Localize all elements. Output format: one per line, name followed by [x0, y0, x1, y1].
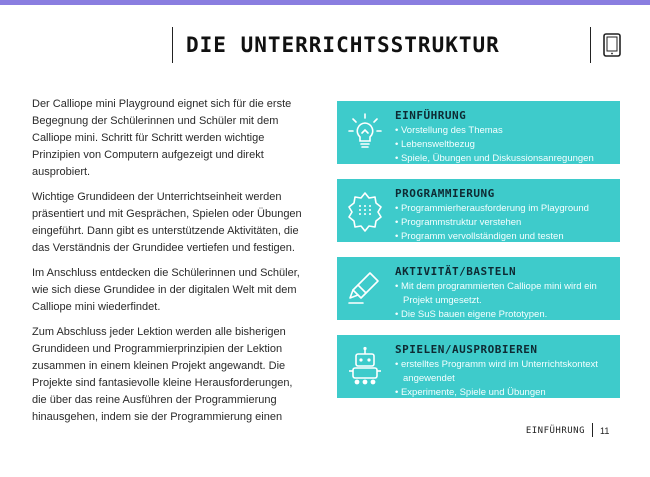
paragraph: Wichtige Grundideen der Unterrichtseinheit werden präsentiert und mit Gesprächen, Spielen oder Übungen eingeführt. Dann gibt es unterstützende Aktivitäten, die das Verständnis der Grundidee vertiefen und festigen. — [32, 191, 302, 254]
card-aktivitaet-basteln — [337, 257, 620, 320]
list-item: • Programm vervollständigen und testen — [395, 230, 615, 244]
chip-icon — [345, 189, 385, 231]
paragraph: Der Calliope mini Playground eignet sich für die erste Begegnung der Schülerinnen und Schüler mit dem Calliope mini. Schritt für Schritt werden wichtige Prinzipien von Computern aufgezeigt und direkt ausprobiert. — [32, 98, 292, 178]
list-item: • Lebensweltbezug — [395, 138, 615, 152]
tablet-icon — [603, 33, 621, 57]
list-item: • Programmierherausforderung im Playground — [395, 202, 615, 216]
list-item: • Vorstellung des Themas — [395, 124, 615, 138]
list-item: • Programmstruktur verstehen — [395, 216, 615, 230]
card-list — [395, 280, 615, 322]
card-title: PROGRAMMIERUNG — [395, 187, 495, 200]
page-number: 11 — [600, 426, 610, 436]
card-list — [395, 202, 615, 244]
page-title: DIE UNTERRICHTSSTRUKTUR — [186, 33, 500, 57]
card-programmierung — [337, 179, 620, 242]
list-item: • Die SuS bauen eigene Prototypen. — [395, 308, 615, 322]
list-item: • Mit dem programmierten Calliope mini wird ein Projekt umgesetzt. — [395, 280, 615, 308]
paragraph: Im Anschluss entdecken die Schülerinnen und Schüler, wie sich diese Grundidee in der digitalen Welt mit dem Calliope mini wiederfindet. — [32, 267, 300, 313]
card-title: AKTIVITÄT/BASTELN — [395, 265, 517, 278]
card-list — [395, 124, 615, 166]
intro-text — [32, 96, 308, 423]
list-item: • erstelltes Programm wird im Unterrichtskontext angewendet — [395, 358, 615, 386]
card-title: SPIELEN/AUSPROBIEREN — [395, 343, 538, 356]
card-title: EINFÜHRUNG — [395, 109, 467, 122]
list-item: • Spiele, Übungen und Diskussionsanregungen — [395, 152, 615, 166]
title-divider — [172, 27, 173, 63]
paragraph: Zum Abschluss jeder Lektion werden alle bisherigen Grundideen und Programmierprinzipien der Lektion zusammen in einem kleinen Projekt angewandt. Die Projekte sind fantasievolle kleine Herausforderungen, die über das reine Ausführen der Programmierung hinausgehen, indem sie der Programmierung einen — [32, 326, 293, 423]
card-spielen-ausprobieren — [337, 335, 620, 398]
glue-stick-icon — [345, 267, 385, 309]
lightbulb-icon — [345, 111, 385, 153]
icon-divider — [590, 27, 591, 63]
footer-section-label: EINFÜHRUNG — [525, 426, 585, 436]
list-item: • Experimente, Spiele und Übungen — [395, 386, 615, 400]
card-list — [395, 358, 615, 400]
card-einfuehrung — [337, 101, 620, 164]
footer-divider — [592, 423, 593, 437]
robot-icon — [345, 345, 385, 387]
top-accent-bar — [0, 0, 650, 5]
